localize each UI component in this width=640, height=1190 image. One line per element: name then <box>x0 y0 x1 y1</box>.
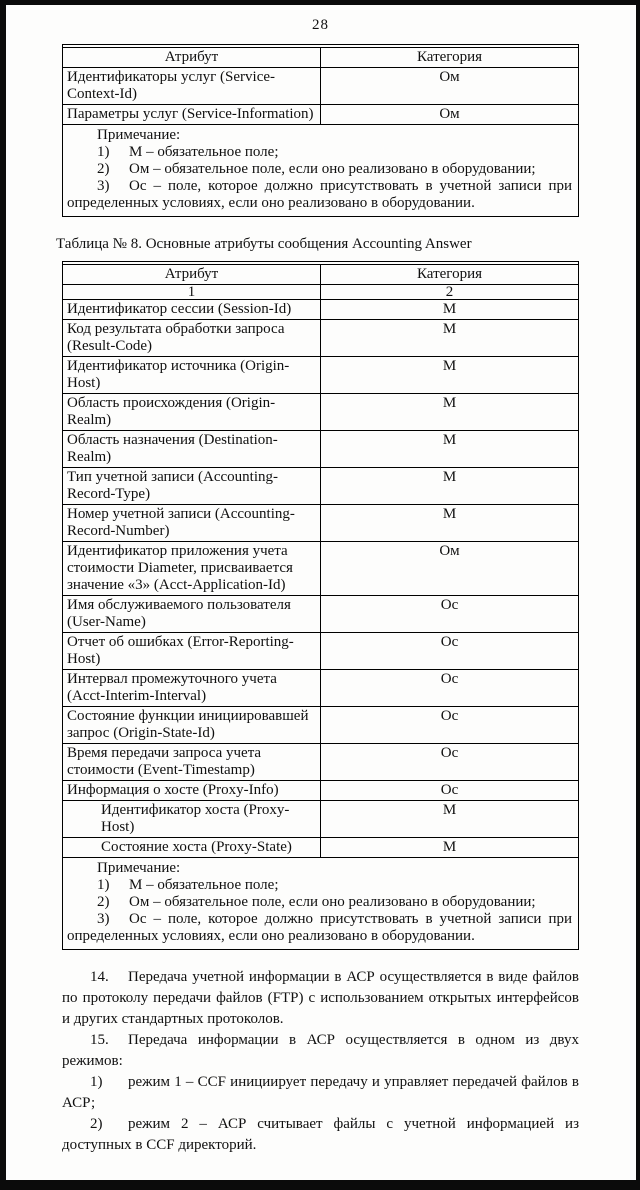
attribute-cell: Идентификатор источника (Origin-Host) <box>63 357 321 394</box>
table-row <box>63 542 579 596</box>
note-item-number: 1) <box>97 144 110 160</box>
category-cell: Ос <box>321 596 579 633</box>
table-accounting-answer <box>62 261 579 950</box>
attribute-cell: Тип учетной записи (Accounting-Record-Type) <box>63 468 321 505</box>
table-row <box>63 801 579 838</box>
note-item <box>67 911 572 945</box>
category-cell: М <box>321 801 579 838</box>
note-title: Примечание: <box>97 127 181 143</box>
attribute-cell: Номер учетной записи (Accounting-Record-Number) <box>63 505 321 542</box>
note-item <box>67 894 572 911</box>
table-accounting-request-continuation <box>62 44 579 217</box>
table2-note-row <box>63 858 579 950</box>
category-cell: Ос <box>321 707 579 744</box>
column-number-1: 1 <box>63 285 321 300</box>
table-row <box>63 68 579 105</box>
list-item-number: 1) <box>90 1074 103 1090</box>
category-cell: Ос <box>321 781 579 801</box>
note-item-text: Ос – поле, которое должно присутствовать в учетной записи при определенных условиях, если оно реализовано в оборудовании. <box>67 178 572 211</box>
note-item-text: М – обязательное поле; <box>129 877 279 893</box>
list-item-number: 2) <box>90 1116 103 1132</box>
attribute-cell: Область назначения (Destination-Realm) <box>63 431 321 468</box>
table-row <box>63 468 579 505</box>
attribute-cell: Идентификатор приложения учета стоимости Diameter, присваивается значение «3» (Acct-Application-Id) <box>63 542 321 596</box>
attribute-cell: Информация о хосте (Proxy-Info) <box>63 781 321 801</box>
list-item-1 <box>62 1072 579 1114</box>
column-header-category: Категория <box>321 265 579 285</box>
attribute-cell: Идентификатор сессии (Session-Id) <box>63 300 321 320</box>
note-item-number: 3) <box>97 178 110 194</box>
table-row <box>63 596 579 633</box>
category-cell: Ом <box>321 68 579 105</box>
attribute-cell: Имя обслуживаемого пользователя (User-Name) <box>63 596 321 633</box>
table-row <box>63 431 579 468</box>
list-item-text: режим 1 – CCF инициирует передачу и управляет передачей файлов в АСР; <box>62 1074 579 1111</box>
attribute-cell: Отчет об ошибках (Error-Reporting-Host) <box>63 633 321 670</box>
paragraph-15 <box>62 1030 579 1072</box>
table-row <box>63 105 579 125</box>
attribute-cell: Идентификаторы услуг (Service-Context-Id) <box>63 68 321 105</box>
category-cell: Ос <box>321 744 579 781</box>
column-header-attribute: Атрибут <box>63 265 321 285</box>
paragraph-text: Передача учетной информации в АСР осуществляется в виде файлов по протоколу передачи файлов (FTP) с использованием открытых интерфейсов и других стандартных протоколов. <box>62 969 579 1027</box>
table2-column-number-row <box>63 285 579 300</box>
table-row <box>63 357 579 394</box>
note-item-text: М – обязательное поле; <box>129 144 279 160</box>
note-item-number: 1) <box>97 877 110 893</box>
table-row <box>63 300 579 320</box>
category-cell: Ом <box>321 105 579 125</box>
attribute-cell: Код результата обработки запроса (Result-Code) <box>63 320 321 357</box>
paragraph-text: Передача информации в АСР осуществляется в одном из двух режимов: <box>62 1032 579 1069</box>
note-item <box>67 161 572 178</box>
attribute-cell: Идентификатор хоста (Proxy-Host) <box>63 801 321 838</box>
note-item <box>67 877 572 894</box>
note-item-text: Ос – поле, которое должно присутствовать в учетной записи при определенных условиях, если оно реализовано в оборудовании. <box>67 911 572 944</box>
table-row <box>63 394 579 431</box>
table-row <box>63 838 579 858</box>
column-number-2: 2 <box>321 285 579 300</box>
table1-header-row <box>63 48 579 68</box>
category-cell: М <box>321 394 579 431</box>
table-row <box>63 744 579 781</box>
attribute-cell: Интервал промежуточного учета (Acct-Interim-Interval) <box>63 670 321 707</box>
column-header-category: Категория <box>321 48 579 68</box>
table-row <box>63 781 579 801</box>
table1-note-row <box>63 125 579 217</box>
list-item-2 <box>62 1114 579 1156</box>
category-cell: М <box>321 300 579 320</box>
table-row <box>63 707 579 744</box>
note-item-number: 2) <box>97 894 110 910</box>
attribute-cell: Состояние функции инициировавшей запрос (Origin-State-Id) <box>63 707 321 744</box>
body-text <box>62 967 579 1156</box>
list-item-text: режим 2 – АСР считывает файлы с учетной информацией из доступных в CCF директорий. <box>62 1116 579 1153</box>
category-cell: М <box>321 468 579 505</box>
note-item <box>67 144 572 161</box>
note-item-text: Ом – обязательное поле, если оно реализовано в оборудовании; <box>129 894 536 910</box>
category-cell: Ом <box>321 542 579 596</box>
category-cell: Ос <box>321 633 579 670</box>
paragraph-14 <box>62 967 579 1030</box>
attribute-cell: Параметры услуг (Service-Information) <box>63 105 321 125</box>
attribute-cell: Область происхождения (Origin-Realm) <box>63 394 321 431</box>
paragraph-number: 15. <box>90 1032 109 1048</box>
page-number: 28 <box>312 17 329 33</box>
category-cell: М <box>321 357 579 394</box>
attribute-cell: Состояние хоста (Proxy-State) <box>63 838 321 858</box>
table-row <box>63 670 579 707</box>
table-row <box>63 633 579 670</box>
attribute-cell: Время передачи запроса учета стоимости (Event-Timestamp) <box>63 744 321 781</box>
category-cell: М <box>321 505 579 542</box>
paragraph-number: 14. <box>90 969 109 985</box>
note-item-text: Ом – обязательное поле, если оно реализовано в оборудовании; <box>129 161 536 177</box>
table-caption: Таблица № 8. Основные атрибуты сообщения Accounting Answer <box>56 236 472 252</box>
table2-header-row <box>63 265 579 285</box>
table-row <box>63 505 579 542</box>
note-title: Примечание: <box>97 860 181 876</box>
note-item-number: 3) <box>97 911 110 927</box>
category-cell: М <box>321 838 579 858</box>
category-cell: Ос <box>321 670 579 707</box>
category-cell: М <box>321 320 579 357</box>
note-item <box>67 178 572 212</box>
category-cell: М <box>321 431 579 468</box>
table-row <box>63 320 579 357</box>
note-item-number: 2) <box>97 161 110 177</box>
column-header-attribute: Атрибут <box>63 48 321 68</box>
